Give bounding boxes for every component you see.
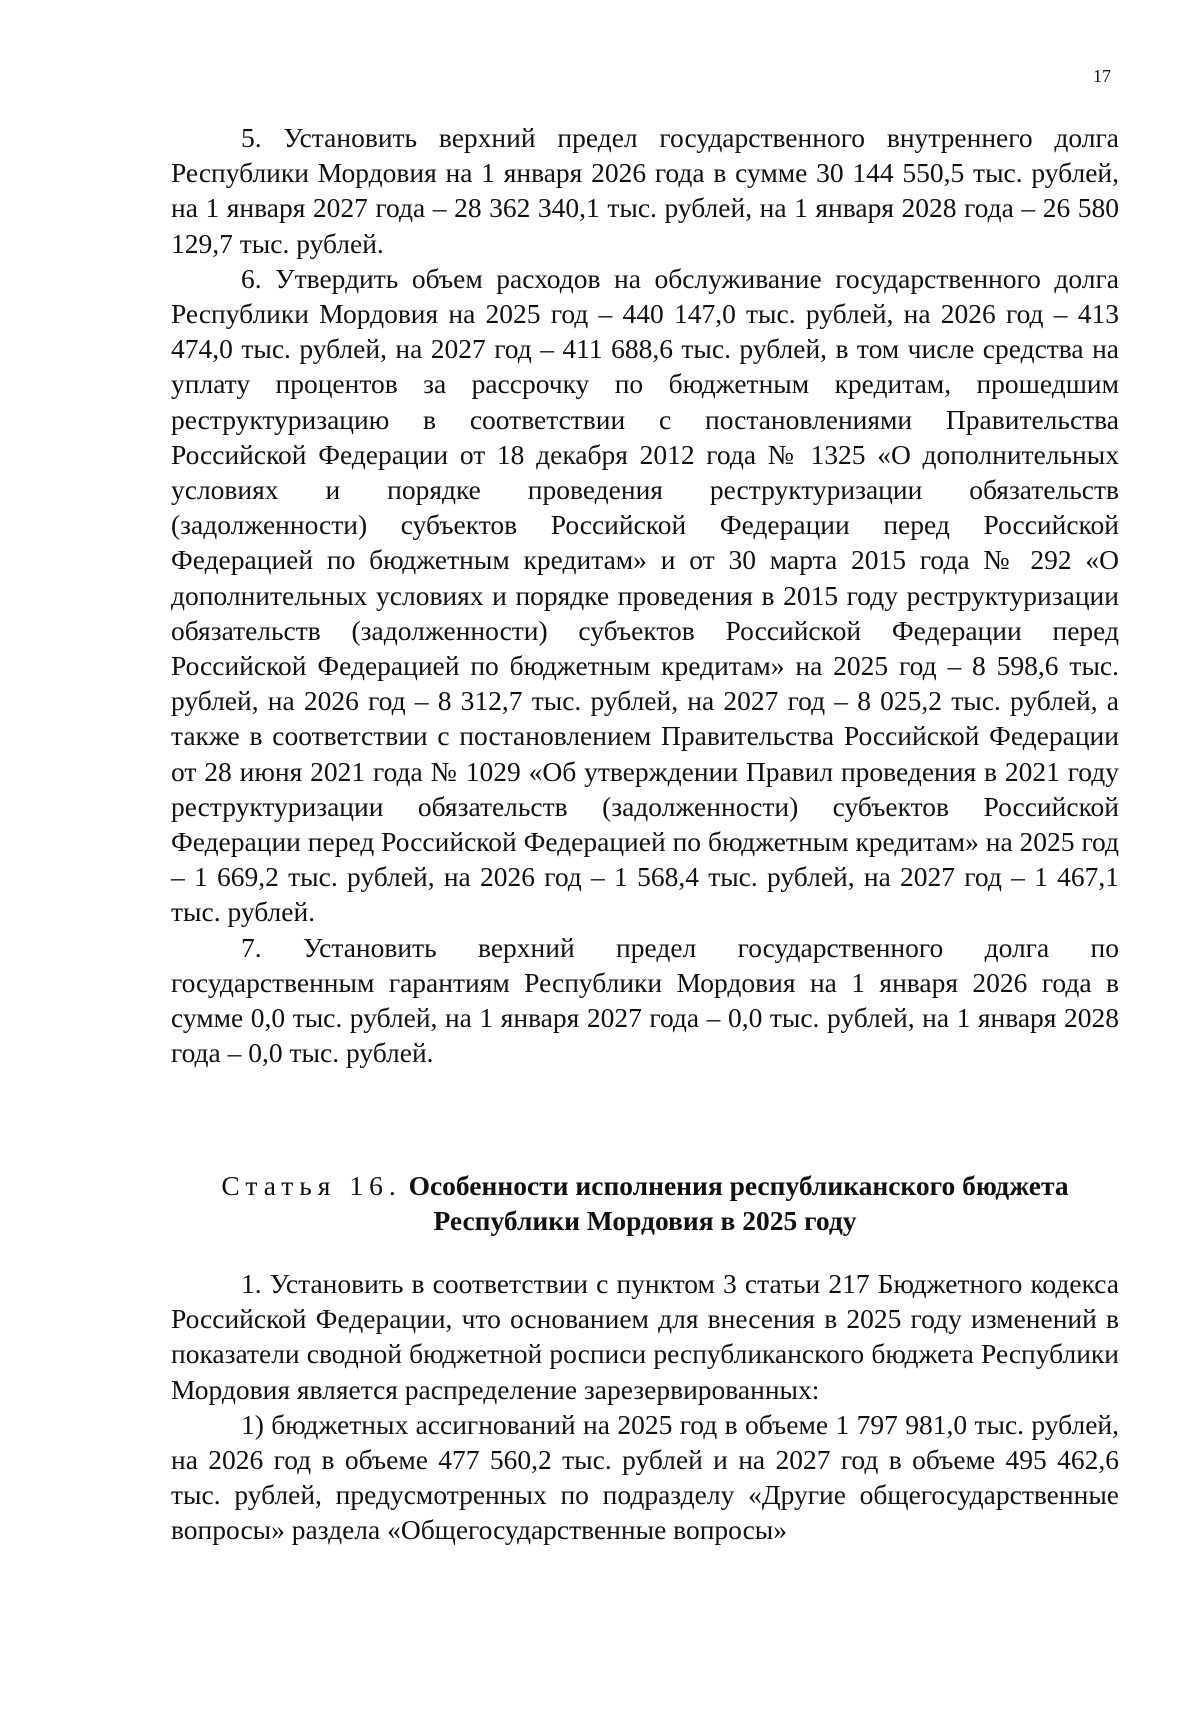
debt-paragraphs [171, 120, 1119, 1070]
paragraph-5: 5. Установить верхний предел государственного внутреннего долга Республики Мордовия на 1 января 2026 года в сумме 30 144 550,5 тыс. рублей, на 1 января 2027 года – 28 362 340,1 тыс. рублей, на 1 января 2028 года – 26 580 129,7 тыс. рублей. [171, 122, 1119, 259]
article-16-subparagraph-1: 1) бюджетных ассигнований на 2025 год в объеме 1 797 981,0 тыс. рублей, на 2026 год в объеме 477 560,2 тыс. рублей и на 2027 год в объеме 495 462,6 тыс. рублей, предусмотренных по подразделу «Другие общегосударственные вопросы» раздела «Общегосударственные вопросы» [171, 1408, 1119, 1546]
article-16-paragraphs [171, 1266, 1119, 1548]
article-title-line-1: Особенности исполнения республиканского бюджета [408, 1170, 1069, 1201]
paragraph-6: 6. Утвердить объем расходов на обслуживание государственного долга Республики Мордовия на 2025 год – 440 147,0 тыс. рублей, на 2026 год – 413 474,0 тыс. рублей, на 2027 год – 411 688,6 тыс. рублей, в том числе средства на уплату процентов за рассрочку по бюджетным кредитам, прошедшим реструктуризацию в соответствии с постановлениями Правительства Российской Федерации от 18 декабря 2012 года № 1325 «О дополнительных условиях и порядке проведения реструктуризации обязательств (задолженности) субъектов Российской Федерации перед Российской Федерацией по бюджетным кредитам» и от 30 марта 2015 года № 292 «О дополнительных условиях и порядке проведения в 2015 году реструктуризации обязательств (задолженности) субъектов Российской Федерации перед Российской Федерацией по бюджетным кредитам» на 2025 год – 8 598,6 тыс. рублей, на 2026 год – 8 312,7 тыс. рублей, на 2027 год – 8 025,2 тыс. рублей, а также в соответствии с постановлением Правительства Российской Федерации от 28 июня 2021 года № 1029 «Об утверждении Правил проведения в 2021 году реструктуризации обязательств (задолженности) субъектов Российской Федерации перед Российской Федерацией по бюджетным кредитам» на 2025 год – 1 669,2 тыс. рублей, на 2026 год – 1 568,4 тыс. рублей, на 2027 год – 1 467,1 тыс. рублей. [171, 262, 1119, 928]
page-number: 17 [1093, 66, 1111, 86]
article-title-line-2: Республики Мордовия в 2025 году [433, 1205, 857, 1236]
article-16-paragraph-1: 1. Установить в соответствии с пунктом 3 статьи 217 Бюджетного кодекса Российской Федерации, что основанием для внесения в 2025 году изменений в показатели сводной бюджетной росписи республиканского бюджета Республики Мордовия является распределение зарезервированных: [171, 1268, 1119, 1405]
article-label: Статья 16. [221, 1170, 402, 1201]
article-heading [171, 1168, 1119, 1238]
paragraph-7: 7. Установить верхний предел государственного долга по государственным гарантиям Республики Мордовия на 1 января 2026 года в сумме 0,0 тыс. рублей, на 1 января 2027 года – 0,0 тыс. рублей, на 1 января 2028 года – 0,0 тыс. рублей. [171, 931, 1119, 1069]
